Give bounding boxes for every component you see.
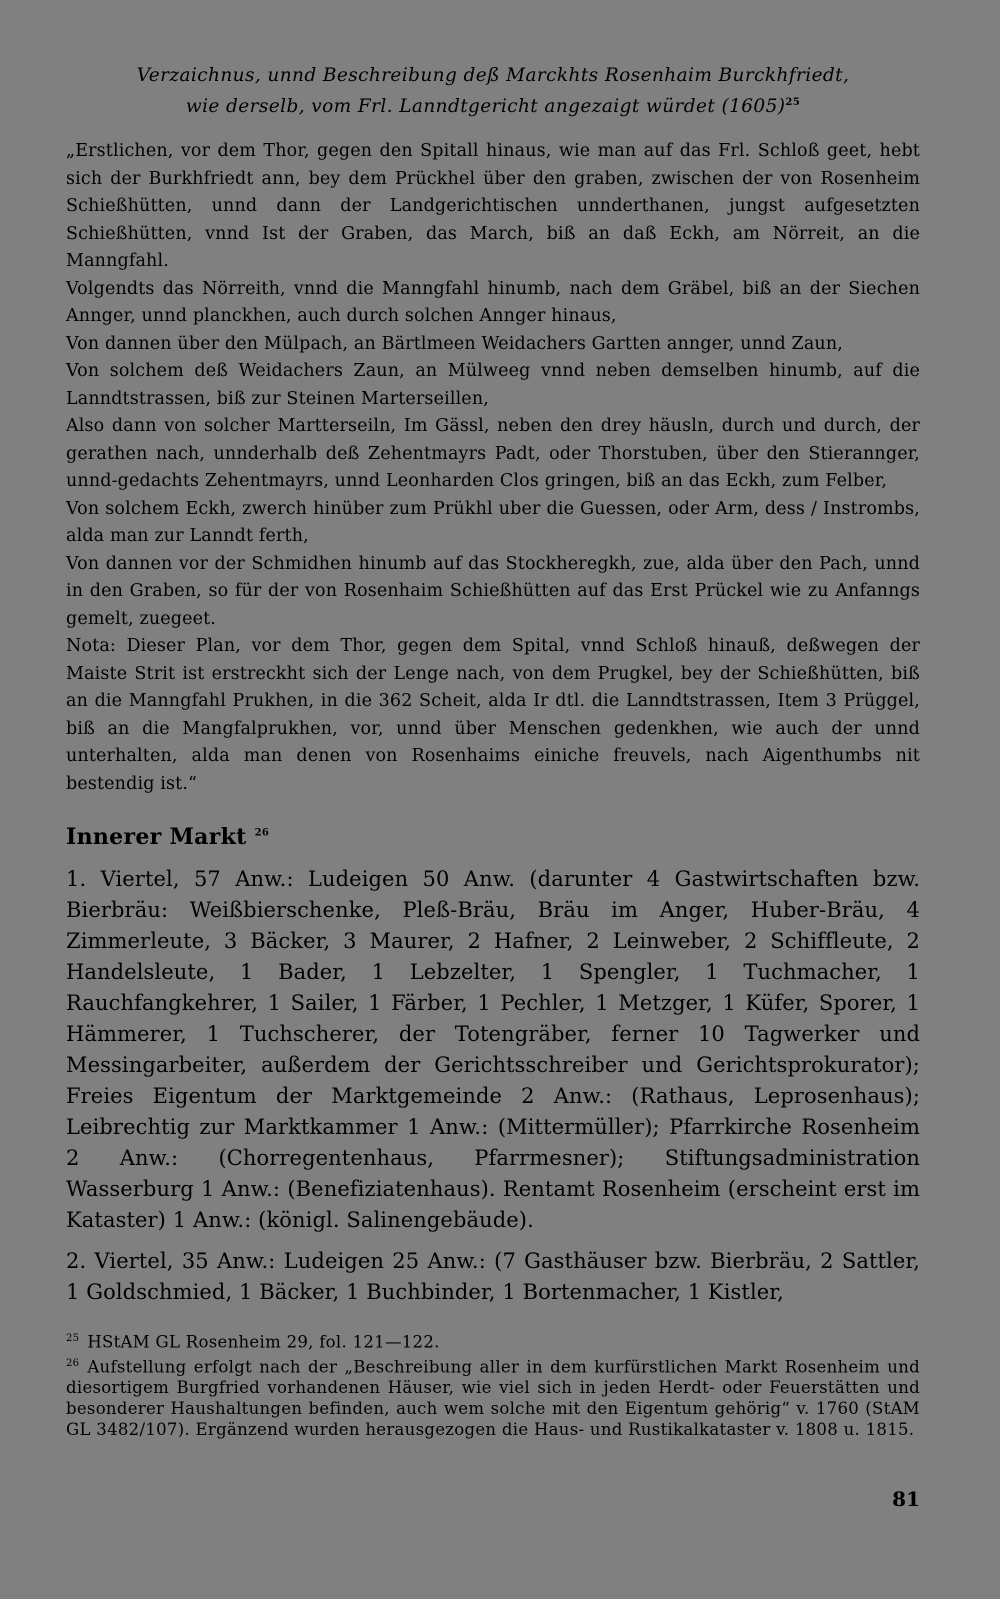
footnote-mark: 25 [66, 1333, 80, 1345]
quote-paragraph: „Erstlichen, vor dem Thor, gegen den Spitall hinaus, wie man auf das Frl. Schloß geet, hebt sich der Burkhfriedt ann, bey dem Prückhel über den graben, zwischen der von Rosenheim Schießhütten, unnd dann der Landgerichtischen unnderthanen, jungst aufgesetzten Schießhütten, vnnd Ist der Graben, das March, biß an daß Eckh, am Nörreit, an die Manngfahl. [66, 141, 920, 272]
footnote-text: HStAM GL Rosenheim 29, fol. 121—122. [87, 1332, 440, 1352]
body-paragraph: 2. Viertel, 35 Anw.: Ludeigen 25 Anw.: (7 Gasthäuser bzw. Bierbräu, 2 Sattler, 1 Goldschmied, 1 Bäcker, 1 Buchbinder, 1 Bortenmacher, 1 Kistler, [66, 1249, 920, 1305]
quote-paragraph: Von dannen vor der Schmidhen hinumb auf das Stockheregkh, zue, alda über den Pach, unnd in den Graben, so für der von Rosenhaim Schießhütten auf das Erst Prückel wie zu Anfanngs gemelt, zuegeet. [66, 553, 920, 629]
quote-paragraph: Von solchem Eckh, zwerch hinüber zum Prükhl uber die Guessen, oder Arm, dess / Instrombs, alda man zur Lanndt ferth, [66, 498, 920, 547]
section-heading: Innerer Markt $^{26}$ [66, 824, 270, 851]
quote-paragraph: Von dannen über den Mülpach, an Bärtlmeen Weidachers Gartten annger, unnd Zaun, [66, 333, 843, 354]
document-heading [66, 62, 920, 120]
footnotes [66, 1328, 920, 1440]
footnote-ref-25: 25 [785, 97, 801, 108]
quote-paragraph: Von solchem deß Weidachers Zaun, an Mülweeg vnnd neben demselben hinumb, auf die Lanndtstrassen, biß zur Steinen Marterseillen, [66, 361, 920, 409]
body-paragraph: 1. Viertel, 57 Anw.: Ludeigen 50 Anw. (darunter 4 Gastwirtschaften bzw. Bierbräu: Weißbierschenke, Pleß-Bräu, Bräu im Anger, Huber-Bräu, 4 Zimmerleute, 3 Bäcker, 3 Maurer, 2 Hafner, 2 Leinweber, 2 Schiffleute, 2 Handelsleute, 1 Bader, 1 Lebzelter, 1 Spengler, 1 Tuchmacher, 1 Rauchfangkehrer, 1 Sailer, 1 Färber, 1 Pechler, 1 Metzger, 1 Küfer, Sporer, 1 Hämmerer, 1 Tuchscherer, der Totengräber, ferner 10 Tagwerker und Messingarbeiter, außerdem der Gerichtsschreiber und Gerichtsprokurator); Freies Eigentum der Marktgemeinde 2 Anw.: (Rathaus, Leprosenhaus); Leibrechtig zur Marktkammer 1 Anw.: (Mittermüller); Pfarrkirche Rosenheim 2 Anw.: (Chorregentenhaus, Pfarrmesner); Stiftungsadministration Wasserburg 1 Anw.: (Benefiziatenhaus). Rentamt Rosenheim (erscheint erst im Kataster) 1 Anw.: (königl. Salinengebäude). [66, 867, 920, 1233]
footnote-mark: 26 [66, 1357, 80, 1369]
footnote-item [66, 1328, 920, 1353]
heading-line-1: Verzaichnus, unnd Beschreibung deß Marckhts Rosenhaim Burckhfriedt, [136, 65, 850, 86]
footnote-item [66, 1353, 920, 1441]
quote-paragraph: Also dann von solcher Martterseiln, Im Gässl, neben den drey häusln, durch und durch, der gerathen nach, unnderhalb deß Zehentmayrs Padt, oder Thorstuben, über den Stierannger, unnd-gedachts Zehentmayrs, unnd Leonharden Clos gringen, biß an das Eckh, zum Felber, [66, 416, 920, 492]
quote-paragraph: Volgendts das Nörreith, vnnd die Manngfahl hinumb, nach dem Gräbel, biß an der Siechen Annger, unnd planckhen, auch durch solchen Annger hinaus, [66, 278, 920, 327]
heading-line-2: wie derselb, vom Frl. Lanndtgericht angezaigt würdet $(1605)^{25}$ [185, 96, 801, 118]
quote-paragraph: Nota: Dieser Plan, vor dem Thor, gegen dem Spital, vnnd Schloß hinauß, deßwegen der Maiste Strit ist erstreckht sich der Lenge nach, von dem Prugkel, bey der Schießhütten, biß an die Manngfahl Prukhen, in die 362 Scheit, alda Ir dtl. die Lanndtstrassen, Item 3 Prüggel, biß an die Mangfalprukhen, vor, unnd über Menschen gedenkhen, wie auch der unnd unterhalten, alda man denen von Rosenhaims einiche freuvels, nach Aigenthumbs nit bestendig ist.“ [66, 636, 920, 794]
footnote-text: Aufstellung erfolgt nach der „Beschreibung aller in dem kurfürstlichen Markt Rosenheim und diesortigem Burgfried vorhandenen Häuser, wie viel sich in jeden Herdt- oder Feuerstätten und besonderer Haushaltungen befinden, auch wem solche mit den Eigentum gehörig“ v. 1760 (StAM GL 3482/107). Ergänzend wurden herausgezogen die Haus- und Rustikalkataster v. 1808 u. 1815. [66, 1357, 920, 1440]
footnote-ref-26: 26 [254, 827, 270, 839]
page-number: 81 [892, 1487, 920, 1511]
quoted-description [66, 138, 920, 798]
